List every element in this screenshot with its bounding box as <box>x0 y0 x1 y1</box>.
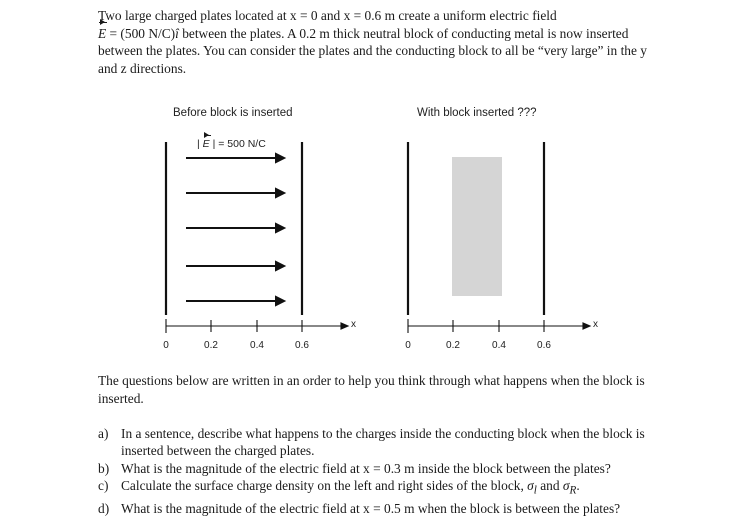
field-arrowhead <box>276 262 284 270</box>
middle-text: The questions below are written in an order to help you think through what happens when the block is inserted. <box>98 373 645 406</box>
field-arrowhead <box>276 297 284 305</box>
intro-rest: between the plates. A 0.2 m thick neutral block of conducting metal is now inserted between the plates. You can consider the plates and the conducting block to all be “very large” in the y and z directions. <box>98 25 647 76</box>
question-d <box>98 500 658 517</box>
question-label: d) <box>98 500 110 516</box>
sigma-left: σ <box>527 477 534 493</box>
left-axis-label: x <box>351 319 356 330</box>
right-figure-title: With block inserted ??? <box>417 107 537 119</box>
left-tick-label: 0.2 <box>204 340 218 351</box>
question-label: a) <box>98 426 109 441</box>
question-list <box>98 425 658 517</box>
left-tick-label: 0 <box>163 340 169 351</box>
field-magnitude-label: | E | = 500 N/C <box>197 138 266 150</box>
sigma-right-sub: R <box>569 484 577 497</box>
field-vector-symbol: E <box>98 25 107 41</box>
right-axis-label: x <box>593 319 598 330</box>
question-text: What is the magnitude of the electric field at x = 0.3 m inside the block between the plates? <box>121 460 611 476</box>
question-b <box>98 460 658 477</box>
field-arrowhead <box>276 224 284 232</box>
unit-vector: î <box>175 25 179 41</box>
field-arrowhead <box>276 189 284 197</box>
right-tick-label: 0 <box>405 340 411 351</box>
right-tick-label: 0.2 <box>446 340 460 351</box>
question-text: What is the magnitude of the electric field at x = 0.5 m when the block is between the plates? <box>121 500 621 516</box>
left-tick-label: 0.4 <box>250 340 264 351</box>
period: . <box>576 477 580 493</box>
left-tick-label: 0.6 <box>295 340 309 351</box>
question-label: c) <box>98 477 109 493</box>
conducting-block <box>452 157 502 296</box>
right-axis-arrowhead <box>583 323 590 329</box>
sigma-right: σ <box>562 477 570 493</box>
question-text: Calculate the surface charge density on the left and right sides of the block, <box>121 477 528 493</box>
question-c <box>98 477 658 500</box>
question-label: b) <box>98 460 110 476</box>
question-a <box>98 425 658 460</box>
intro-line1: Two large charged plates located at x = 0 and x = 0.6 m create a uniform electric field <box>98 8 557 23</box>
left-axis-arrowhead <box>341 323 348 329</box>
conjunction: and <box>536 477 563 493</box>
sigma-left-sub: l <box>533 484 537 497</box>
field-value: = (500 N/C) <box>106 25 176 41</box>
question-text: In a sentence, describe what happens to the charges inside the conducting block when the block is inserted between the charged plates. <box>121 426 645 459</box>
right-tick-label: 0.6 <box>537 340 551 351</box>
right-tick-label: 0.4 <box>492 340 506 351</box>
field-arrowhead <box>276 154 284 162</box>
left-figure-title: Before block is inserted <box>173 107 293 119</box>
